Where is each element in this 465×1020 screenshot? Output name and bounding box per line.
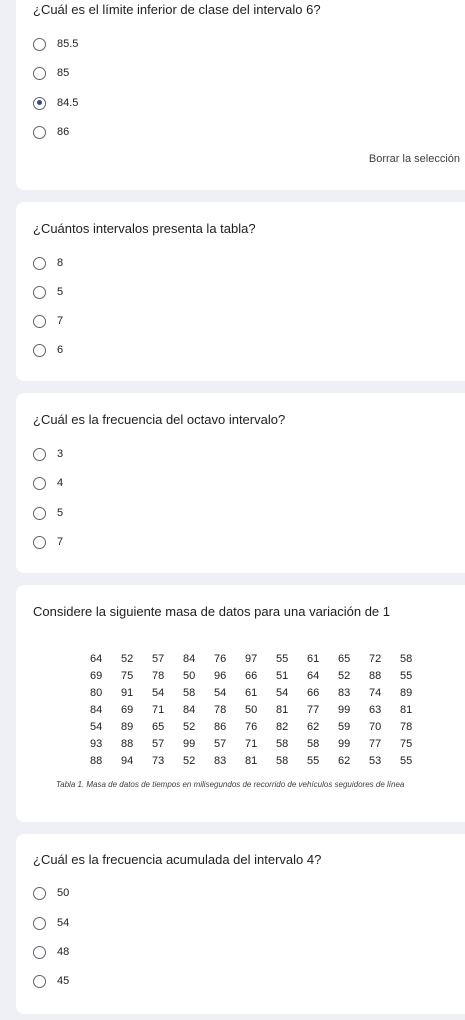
table-cell: 84 bbox=[183, 703, 196, 716]
table-cell: 62 bbox=[307, 720, 320, 733]
table-cell: 55 bbox=[400, 754, 413, 767]
radio-button[interactable] bbox=[33, 344, 46, 357]
radio-button[interactable] bbox=[33, 507, 46, 520]
table-cell: 71 bbox=[245, 737, 258, 750]
table-cell: 54 bbox=[214, 686, 227, 699]
question-card-2 bbox=[16, 202, 465, 381]
table-cell: 52 bbox=[338, 669, 351, 682]
option-label: 45 bbox=[57, 975, 70, 987]
table-cell: 58 bbox=[276, 737, 289, 750]
table-cell: 64 bbox=[90, 652, 103, 665]
table-cell: 58 bbox=[276, 754, 289, 767]
table-cell: 65 bbox=[152, 720, 165, 733]
option-label: 7 bbox=[57, 536, 64, 548]
table-cell: 58 bbox=[307, 737, 320, 750]
table-cell: 82 bbox=[276, 720, 289, 733]
question-title: ¿Cuál es el límite inferior de clase del intervalo 6? bbox=[33, 2, 321, 17]
radio-button[interactable] bbox=[33, 975, 46, 988]
table-cell: 57 bbox=[152, 737, 165, 750]
radio-button[interactable] bbox=[33, 67, 46, 80]
table-cell: 97 bbox=[245, 652, 258, 665]
table-cell: 81 bbox=[245, 754, 258, 767]
radio-button[interactable] bbox=[33, 448, 46, 461]
option-45[interactable] bbox=[33, 970, 69, 992]
radio-button[interactable] bbox=[33, 887, 46, 900]
table-cell: 52 bbox=[121, 652, 134, 665]
table-cell: 99 bbox=[183, 737, 196, 750]
table-cell: 53 bbox=[369, 754, 382, 767]
table-cell: 58 bbox=[400, 652, 413, 665]
table-cell: 50 bbox=[183, 669, 196, 682]
table-cell: 58 bbox=[183, 686, 196, 699]
info-card bbox=[16, 585, 465, 822]
table-cell: 72 bbox=[369, 652, 382, 665]
radio-button[interactable] bbox=[33, 536, 46, 549]
table-cell: 91 bbox=[121, 686, 134, 699]
table-cell: 57 bbox=[214, 737, 227, 750]
table-cell: 93 bbox=[90, 737, 103, 750]
radio-button[interactable] bbox=[33, 38, 46, 51]
option-5[interactable] bbox=[33, 502, 63, 524]
table-cell: 65 bbox=[338, 652, 351, 665]
data-table bbox=[90, 650, 431, 769]
option-label: 48 bbox=[57, 946, 70, 958]
option-label: 85.5 bbox=[57, 38, 79, 50]
radio-button[interactable] bbox=[33, 126, 46, 139]
table-cell: 84 bbox=[90, 703, 103, 716]
info-text: Considere la siguiente masa de datos para una variación de 1 bbox=[33, 604, 391, 619]
radio-button[interactable] bbox=[33, 946, 46, 959]
table-cell: 75 bbox=[121, 669, 134, 682]
option-7[interactable] bbox=[33, 531, 63, 553]
option-85-5[interactable] bbox=[33, 33, 78, 55]
table-cell: 61 bbox=[307, 652, 320, 665]
table-cell: 89 bbox=[121, 720, 134, 733]
table-row bbox=[90, 650, 431, 667]
table-cell: 54 bbox=[276, 686, 289, 699]
option-label: 6 bbox=[57, 344, 64, 356]
table-cell: 94 bbox=[121, 754, 134, 767]
table-cell: 55 bbox=[400, 669, 413, 682]
table-cell: 76 bbox=[214, 652, 227, 665]
radio-button[interactable] bbox=[33, 917, 46, 930]
question-card-1 bbox=[16, 0, 465, 190]
table-cell: 75 bbox=[400, 737, 413, 750]
table-cell: 69 bbox=[90, 669, 103, 682]
table-cell: 83 bbox=[338, 686, 351, 699]
table-cell: 70 bbox=[369, 720, 382, 733]
table-cell: 99 bbox=[338, 737, 351, 750]
option-label: 5 bbox=[57, 507, 64, 519]
option-4[interactable] bbox=[33, 472, 63, 494]
table-cell: 71 bbox=[152, 703, 165, 716]
table-cell: 81 bbox=[400, 703, 413, 716]
table-cell: 99 bbox=[338, 703, 351, 716]
table-cell: 77 bbox=[369, 737, 382, 750]
option-86[interactable] bbox=[33, 121, 69, 143]
table-cell: 74 bbox=[369, 686, 382, 699]
table-cell: 63 bbox=[369, 703, 382, 716]
table-row bbox=[90, 752, 431, 769]
table-cell: 55 bbox=[276, 652, 289, 665]
table-cell: 89 bbox=[400, 686, 413, 699]
option-85[interactable] bbox=[33, 62, 69, 84]
radio-button[interactable] bbox=[33, 315, 46, 328]
table-cell: 88 bbox=[90, 754, 103, 767]
option-50[interactable] bbox=[33, 882, 69, 904]
option-3[interactable] bbox=[33, 443, 63, 465]
table-caption: Tabla 1. Masa de datos de tiempos en milisegundos de recorrido de vehículos seguidores de línea bbox=[56, 780, 405, 789]
table-cell: 81 bbox=[276, 703, 289, 716]
table-cell: 78 bbox=[400, 720, 413, 733]
option-48[interactable] bbox=[33, 941, 69, 963]
option-label: 8 bbox=[57, 257, 64, 269]
table-cell: 54 bbox=[152, 686, 165, 699]
option-label: 4 bbox=[57, 477, 64, 489]
option-label: 50 bbox=[57, 887, 70, 899]
table-cell: 66 bbox=[307, 686, 320, 699]
option-label: 54 bbox=[57, 917, 70, 929]
table-cell: 96 bbox=[214, 669, 227, 682]
option-6[interactable] bbox=[33, 339, 63, 361]
table-cell: 69 bbox=[121, 703, 134, 716]
table-cell: 86 bbox=[214, 720, 227, 733]
table-cell: 83 bbox=[214, 754, 227, 767]
table-cell: 78 bbox=[152, 669, 165, 682]
table-cell: 61 bbox=[245, 686, 258, 699]
table-cell: 80 bbox=[90, 686, 103, 699]
table-cell: 78 bbox=[214, 703, 227, 716]
table-row bbox=[90, 718, 431, 735]
option-label: 86 bbox=[57, 126, 70, 138]
clear-selection-button[interactable]: Borrar la selección bbox=[368, 153, 460, 165]
question-card-3 bbox=[16, 393, 465, 573]
radio-button-selected[interactable] bbox=[33, 97, 46, 110]
option-label: 84.5 bbox=[57, 97, 79, 109]
table-row bbox=[90, 735, 431, 752]
table-row bbox=[90, 701, 431, 718]
option-84-5[interactable] bbox=[33, 92, 78, 114]
table-cell: 59 bbox=[338, 720, 351, 733]
table-cell: 64 bbox=[307, 669, 320, 682]
option-8[interactable] bbox=[33, 252, 63, 274]
option-7[interactable] bbox=[33, 310, 63, 332]
table-cell: 84 bbox=[183, 652, 196, 665]
table-cell: 57 bbox=[152, 652, 165, 665]
question-title: ¿Cuál es la frecuencia del octavo intervalo? bbox=[33, 412, 286, 427]
table-cell: 76 bbox=[245, 720, 258, 733]
table-cell: 88 bbox=[369, 669, 382, 682]
table-cell: 52 bbox=[183, 720, 196, 733]
table-cell: 55 bbox=[307, 754, 320, 767]
table-cell: 52 bbox=[183, 754, 196, 767]
table-cell: 88 bbox=[121, 737, 134, 750]
table-cell: 66 bbox=[245, 669, 258, 682]
table-cell: 50 bbox=[245, 703, 258, 716]
option-label: 3 bbox=[57, 448, 64, 460]
table-cell: 51 bbox=[276, 669, 289, 682]
table-cell: 54 bbox=[90, 720, 103, 733]
radio-button[interactable] bbox=[33, 286, 46, 299]
option-label: 5 bbox=[57, 286, 64, 298]
radio-button[interactable] bbox=[33, 477, 46, 490]
table-row bbox=[90, 684, 431, 701]
option-label: 7 bbox=[57, 315, 64, 327]
table-cell: 77 bbox=[307, 703, 320, 716]
table-row bbox=[90, 667, 431, 684]
table-cell: 73 bbox=[152, 754, 165, 767]
radio-button[interactable] bbox=[33, 257, 46, 270]
question-title: ¿Cuál es la frecuencia acumulada del intervalo 4? bbox=[33, 852, 322, 867]
question-title: ¿Cuántos intervalos presenta la tabla? bbox=[33, 221, 256, 236]
question-card-4 bbox=[16, 834, 465, 1014]
table-cell: 62 bbox=[338, 754, 351, 767]
option-label: 85 bbox=[57, 67, 70, 79]
option-5[interactable] bbox=[33, 281, 63, 303]
option-54[interactable] bbox=[33, 912, 69, 934]
